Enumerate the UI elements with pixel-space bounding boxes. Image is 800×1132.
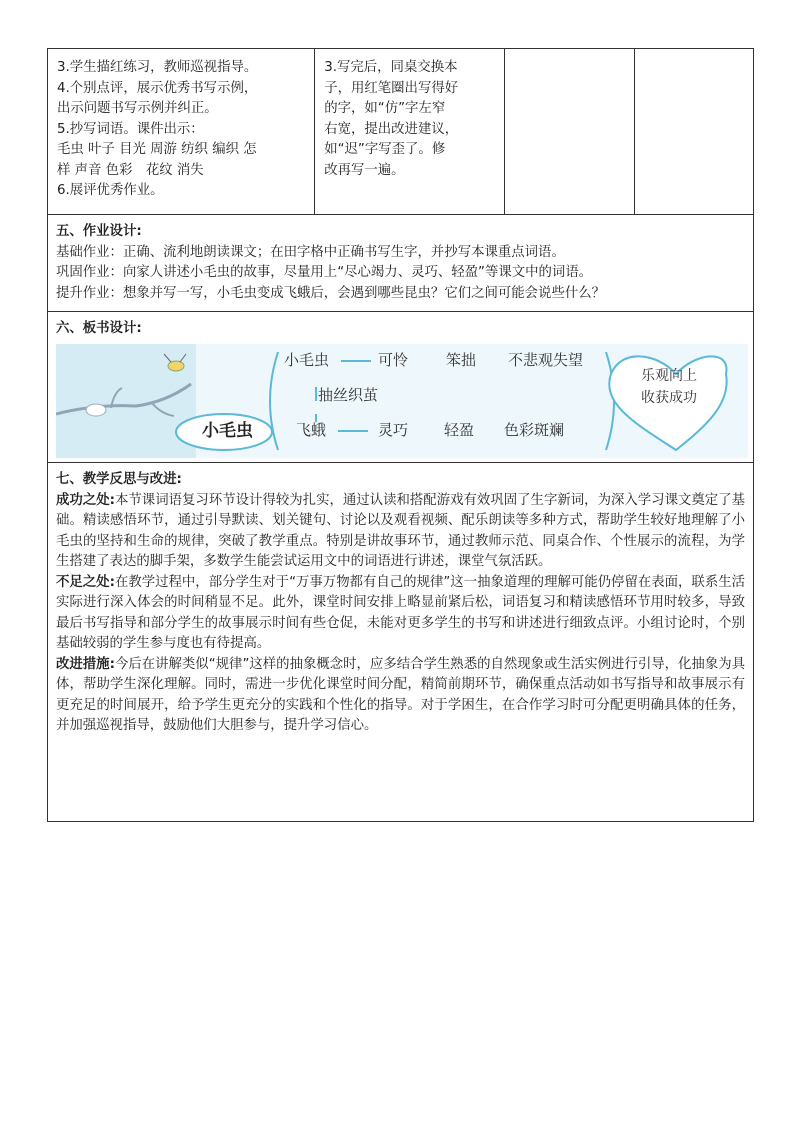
board-word: 灵巧 — [378, 420, 409, 439]
teacher-activity-cell — [48, 49, 315, 214]
board-word: 不悲观失望 — [508, 350, 584, 369]
cocoon-icon — [86, 404, 106, 416]
success-label: 成功之处: — [56, 492, 115, 508]
board-connector — [341, 360, 371, 362]
moth-icon — [168, 361, 184, 371]
homework-line: 巩固作业：向家人讲述小毛虫的故事，尽量用上“尽心竭力、灵巧、轻盈”等课文中的词语。 — [56, 265, 593, 280]
board-word: 抽丝织茧 — [318, 385, 379, 404]
activity-line: 6.展评优秀作业。 — [57, 183, 164, 198]
reflection-section — [48, 462, 753, 821]
board-word: 可怜 — [378, 350, 409, 369]
activity-line: 3.学生描红练习，教师巡视指导。 — [57, 60, 258, 75]
activity-line: 出示问题书写示例并纠正。 — [57, 101, 218, 116]
homework-line: 提升作业：想象并写一写，小毛虫变成飞蛾后，会遇到哪些昆虫？它们之间可能会说些什么？ — [56, 285, 606, 301]
improve-text: 今后在讲解类似“规律”这样的抽象概念时，应多结合学生熟悉的自然现象或生活实例进行引导，化抽象为具体，帮助学生深化理解。同时，需进一步优化课堂时间分配，精简前期环节，确保重点活动如书写指导和故事展示有更充足的时间展开，给予学生更充分的实践和个性化的指导。对于学困生，在合作学习时可分配更明确具体的任务，并加强巡视指导，鼓励他们大胆参与，提升学习信心。 — [56, 656, 745, 733]
activity-line: 毛虫 叶子 目光 周游 纺织 编织 怎 — [57, 142, 257, 157]
empty-cell — [635, 49, 753, 214]
lesson-plan-page — [47, 48, 754, 822]
board-word: 色彩斑斓 — [504, 420, 565, 439]
board-word: 飞蛾 — [296, 420, 327, 439]
activity-line: 的字，如“仿”字左窄 — [324, 101, 446, 116]
section-title: 五、作业设计: — [56, 224, 142, 239]
board-center-word: 小毛虫 — [202, 420, 253, 441]
lesson-table — [47, 48, 754, 822]
heart-text: 收获成功 — [641, 389, 697, 406]
activity-line: 样 声音 色彩 花纹 消失 — [57, 162, 204, 178]
improve-paragraph — [56, 655, 745, 737]
improve-label: 改进措施: — [56, 656, 115, 672]
section-title: 六、板书设计: — [56, 321, 142, 336]
board-word: 笨拙 — [446, 350, 477, 369]
activity-row — [48, 49, 753, 214]
board-word: 小毛虫 — [284, 350, 330, 369]
homework-line: 基础作业：正确、流利地朗读课文；在田字格中正确书写生字，并抄写本课重点词语。 — [56, 244, 565, 260]
success-text: 本节课词语复习环节设计得较为扎实，通过认读和搭配游戏有效巩固了生字新词，为深入学习课文奠定了基础。精读感悟环节，通过引导默读、划关键句、讨论以及观看视频、配乐朗读等多种方式，帮助学生较好地理解了小毛虫的坚持和生命的规律，突破了教学重点。特别是讲故事环节，通过教师示范、同桌合作、个性展示的流程，为学生搭建了表达的脚手架，多数学生能尝试运用文中的词语进行讲述，课堂气氛活跃。 — [56, 492, 746, 569]
activity-line: 改再写一遍。 — [324, 162, 405, 178]
activity-line: 右宽，提出改进建议， — [324, 121, 459, 137]
section-title: 七、教学反思与改进: — [56, 472, 182, 487]
board-word: 轻盈 — [444, 420, 475, 439]
activity-line: 如“迟”字写歪了。修 — [324, 142, 446, 157]
student-activity-cell — [315, 49, 504, 214]
heart-text: 乐观向上 — [641, 367, 697, 384]
board-diagram — [56, 344, 748, 458]
board-design-section — [48, 311, 753, 462]
shortfall-paragraph — [56, 573, 745, 655]
activity-line: 5.抄写词语。课件出示： — [57, 121, 204, 137]
activity-line: 3.写完后，同桌交换本 — [324, 60, 458, 75]
board-connector — [338, 430, 368, 432]
activity-line: 子，用红笔圈出写得好 — [324, 80, 459, 96]
success-paragraph — [56, 491, 745, 573]
homework-section — [48, 214, 753, 311]
activity-line: 4.个别点评，展示优秀书写示例， — [57, 80, 258, 96]
shortfall-label: 不足之处: — [56, 574, 115, 590]
shortfall-text: 在教学过程中，部分学生对于“万事万物都有自己的规律”这一抽象道理的理解可能仍停留在表面，联系生活实际进行深入体会的时间稍显不足。此外，课堂时间安排上略显前紧后松，词语复习和精读感悟环节用时较多，导致最后书写指导和部分学生的故事展示时间有些仓促，未能对更多学生的书写和讲述进行细致点评。小组讨论时，个别基础较弱的学生参与度也有待提高。 — [56, 574, 745, 651]
empty-cell — [505, 49, 636, 214]
